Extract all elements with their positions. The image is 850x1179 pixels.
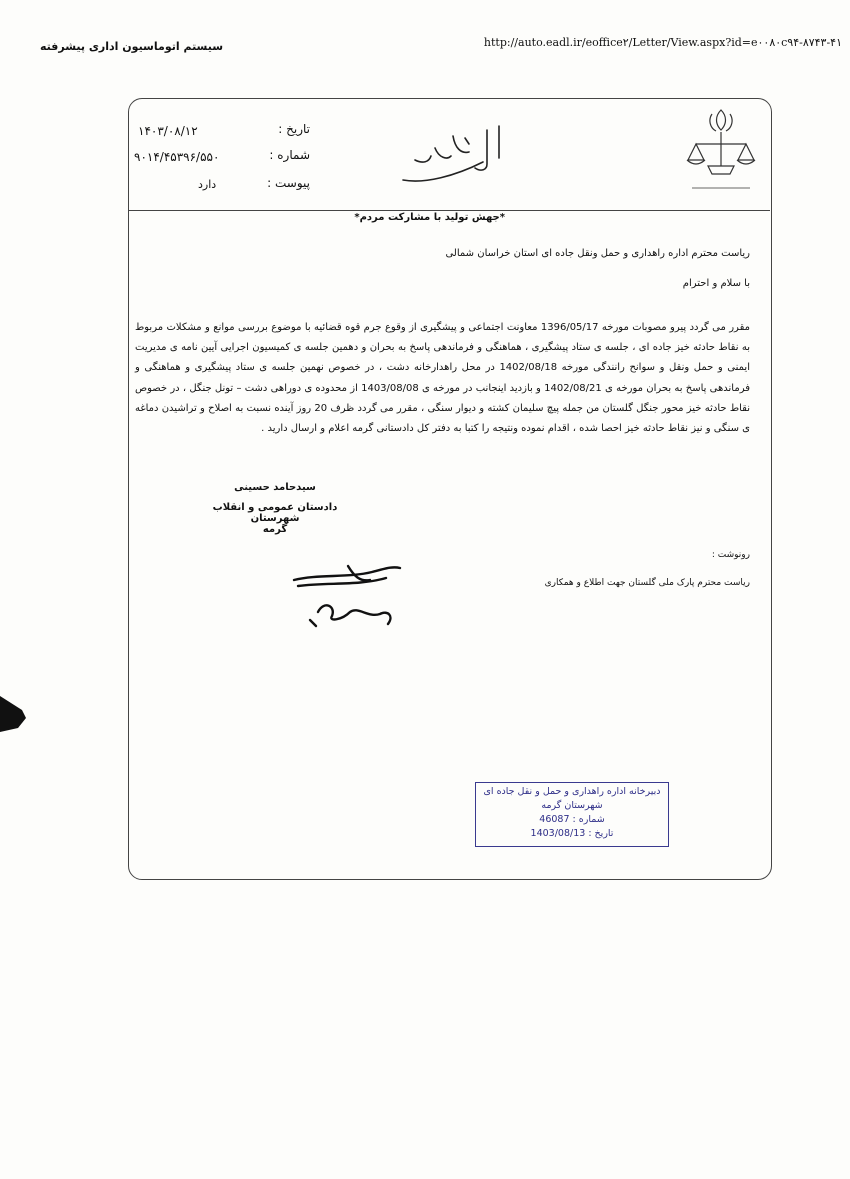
scan-blot (0, 688, 26, 748)
date-label: تاریخ : (278, 122, 310, 136)
stamp-number: شماره : 46087 (539, 814, 605, 825)
stamp-date: تاریخ : 1403/08/13 (530, 828, 614, 839)
signatory-city: گرمه (262, 524, 288, 535)
letter-body: مقرر می گردد پیرو مصوبات مورخه 1396/05/17 معاونت اجتماعی و پیشگیری از وقوع جرم قوه قضائیه با موضوع بررسی موانع و مشکلات مربوط به نقاط حادثه خیز جاده ای ، جلسه ی ستاد پیشگیری ، هماهنگی و فرماندهی پاسخ به بحران و دهمین جلسه ی کمیسیون اجرایی آیین نامه ی مدیریت ایمنی و حمل ونقل و سوانح رانندگی مورخه 1402/08/18 در محل راهدارخانه دشت ، در خصوص نهمین جلسه ی ستاد پیشگیری و هماهنگی و فرماندهی پاسخ به بحران مورخه ی 1402/08/21 و بازدید اینجانب در مورخه ی 1403/08/08 از محدوده ی دوراهی دشت – تونل جنگل ، در خصوص نقاط حادثه خیز محور جنگل گلستان من جمله پیچ سلیمان کشته و دیوار سنگی ، مقرر می گردد ظرف 20 روز آینده نسبت به اصلاح و تراشیدن دماغه ی سنگی و نیز نقاط حادثه خیز احصا شده ، اقدام نموده ونتیجه را کتبا به دفتر کل دادستانی گرمه اعلام و ارسال دارید . (135, 322, 750, 435)
number-value: ۹۰۱۴/۴۵۳۹۶/۵۵۰ (134, 150, 220, 164)
greeting: با سلام و احترام (682, 278, 750, 289)
stamp-city: شهرستان گرمه (541, 800, 603, 811)
addressee: ریاست محترم اداره راهداری و حمل ونقل جاده ای استان خراسان شمالی (445, 248, 750, 259)
number-label: شماره : (269, 148, 310, 162)
system-name: سیستم اتوماسیون اداری پیشرفته (40, 40, 224, 53)
handwritten-signature (288, 560, 408, 640)
page-url: http://auto.eadl.ir/eoffice۲/Letter/View.aspx?id=e۰۰۸۰c۹۴-۸۷۴۳-۴۱ (483, 36, 842, 49)
attachment-label: پیوست : (267, 176, 310, 190)
date-value: ۱۴۰۳/۰۸/۱۲ (138, 124, 198, 138)
signatory-title: دادستان عمومی و انقلاب شهرستان (212, 502, 338, 524)
attachment-value: دارد (198, 178, 217, 191)
signatory-name: سیدحامد حسینی (234, 482, 316, 493)
cc-label: رونوشت : (711, 550, 750, 560)
cc-recipient: ریاست محترم پارک ملی گلستان جهت اطلاع و همکاری (544, 578, 750, 588)
slogan: *جهش تولید با مشارکت مردم* (354, 212, 505, 223)
judiciary-emblem-icon (682, 104, 760, 200)
registration-stamp (475, 782, 669, 847)
stamp-office: دبیرخانه اداره راهداری و حمل و نقل جاده ای (483, 786, 661, 797)
tasli-calligraphy-icon (395, 118, 515, 190)
